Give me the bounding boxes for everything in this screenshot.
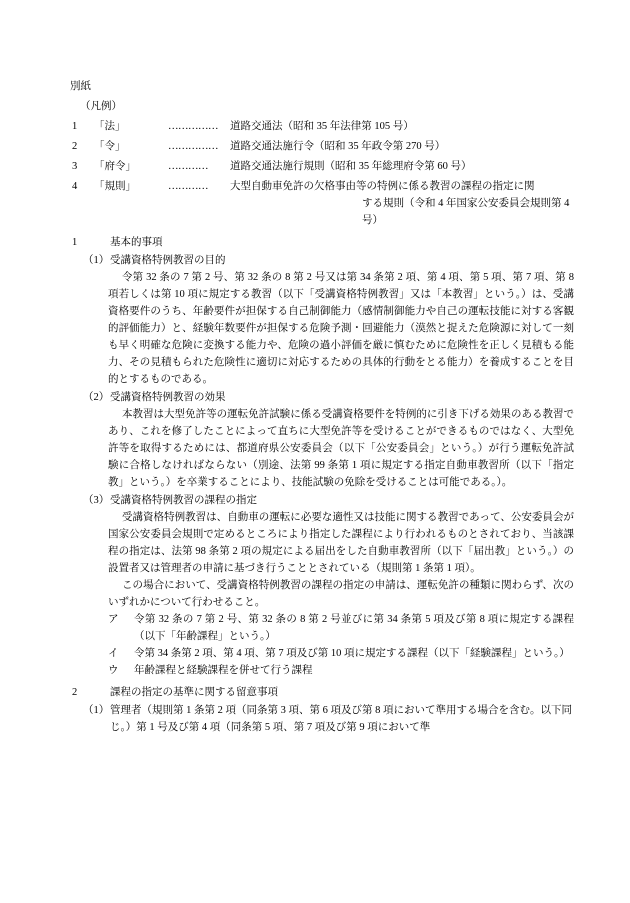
legend-dots: ………… [168,181,208,192]
legend-dots: …………… [168,121,218,132]
legend-item [70,138,574,155]
legend-number: 3 [72,161,78,172]
subsection-1-3 [70,492,574,679]
list-item [70,645,574,662]
section-title: 課程の指定の基準に関する留意事項 [110,687,278,698]
subsection-number: （3） [83,495,110,506]
subsection-heading [70,252,574,269]
document-header [70,78,574,115]
legend-definition-line2: する規則（令和 4 年国家公安委員会規則第 4 号） [362,198,570,226]
legend-number: 2 [72,141,78,152]
legend-number: 4 [72,181,78,192]
list-item-marker: ア [108,614,119,625]
subsection-number: （1） [83,255,110,266]
legend-item [70,118,574,135]
legend-number: 1 [72,121,78,132]
legend-list [70,118,574,229]
section-heading [70,234,574,251]
legend-definition: 道路交通法施行規則（昭和 35 年総理府令第 60 号） [230,161,472,172]
subsection-title: 管理者（規則第 1 条第 2 項（同条第 3 項、第 6 項及び第 8 項において準用する場合を含む。以下同じ。）第 1 号及び第 4 項（同条第 5 項、第 7 項及び第 9 項において準 [110,705,572,733]
legend-item [70,178,574,229]
legend-definition: 道路交通法施行令（昭和 35 年政令第 270 号） [230,141,446,152]
paragraph: 本教習は大型免許等の運転免許試験に係る受講資格要件を特例的に引き下げる効果のある教習であり、これを修了したことによって直ちに大型免許等を受けることができるものではなく、大型免許等を取得するためには、都道府県公安委員会（以下「公安委員会」という。）が行う運転免許試験に合格しなければならない（別途、法第 99 条第 1 項に規定する指定自動車教習所（以下「指定教」という。）を卒業することにより、技能試験の免除を受けることは可能である。）。 [108,409,574,488]
section-1 [70,234,574,679]
subsection-title: 受講資格特例教習の効果 [110,392,226,403]
legend-definition: 道路交通法（昭和 35 年法律第 105 号） [230,121,414,132]
subsection-heading [70,702,574,736]
list-item-marker: イ [108,648,119,659]
section-2 [70,684,574,736]
legend-definition-line1: 大型自動車免許の欠格事由等の特例に係る教習の課程の指定に関 [230,181,535,192]
section-heading [70,684,574,701]
section-title: 基本的事項 [110,237,163,248]
document-title: 別紙 [70,81,91,92]
legend-term: 「令」 [94,141,126,152]
list-item [70,611,574,645]
section-number: 2 [72,687,78,698]
list-item-text: 年齢課程と経験課程を併せて行う課程 [134,665,313,676]
list-item [70,662,574,679]
subsection-1-1 [70,252,574,388]
list-item-text: 令第 34 条第 2 項、第 4 項、第 7 項及び第 10 項に規定する課程（以下「経験課程」という。） [134,648,570,659]
legend-term: 「法」 [94,121,126,132]
list-item-text: 令第 32 条の 7 第 2 号、第 32 条の 8 第 2 号並びに第 34 条第 5 項及び第 8 項に規定する課程（以下「年齢課程」という。） [134,614,574,642]
legend-dots: …………… [168,141,218,152]
subsection-title: 受講資格特例教習の目的 [110,255,226,266]
subsection-heading [70,492,574,509]
section-number: 1 [72,237,78,248]
subsection-heading [70,389,574,406]
paragraph: 受講資格特例教習は、自動車の運転に必要な適性又は技能に関する教習であって、公安委員会が国家公安委員会規則で定めるところにより指定した課程により行われるものとされており、当該課程の指定は、法第 98 条第 2 項の規定による届出をした自動車教習所（以下「届出教」という。）の設置者又は管理者の申請に基づき行うこととされている（規則第 1 条第 1 項）。 [108,512,574,574]
subsection-title: 受講資格特例教習の課程の指定 [110,495,257,506]
paragraph: この場合において、受講資格特例教習の課程の指定の申請は、運転免許の種類に関わらず、次のいずれかについて行わせること。 [108,580,574,608]
legend-definition [230,178,574,229]
paragraph: 令第 32 条の 7 第 2 号、第 32 条の 8 第 2 号又は第 34 条第 2 項、第 4 項、第 5 項、第 7 項、第 8 項若しくは第 10 項に規定する教習（以下「受講資格特例教習」又は「本教習」という。）は、受講資格要件のうち、年齢要件が担保する自己制御能力（感情制御能力や自己の運転技能に対する客観的評価能力）と、経験年数要件が担保する危険予測・回避能力（漠然と捉えた危険源に対して一刻も早く明確な危険に変換する能力や、危険の過小評価を厳に慎むために危険性を正しく見積もる能力、その見積もられた危険性に適切に対応するための具体的行動をとる能力）を養成することを目的とするものである。 [108,272,574,385]
legend-term: 「府令」 [94,161,136,172]
legend-term: 「規則」 [94,181,136,192]
legend-dots: ………… [168,161,208,172]
subsection-number: （1） [83,705,110,716]
legend-item [70,158,574,175]
document-subtitle: （凡例） [80,101,122,112]
subsection-number: （2） [83,392,110,403]
subsection-1-2 [70,389,574,491]
list-item-marker: ウ [108,665,119,676]
